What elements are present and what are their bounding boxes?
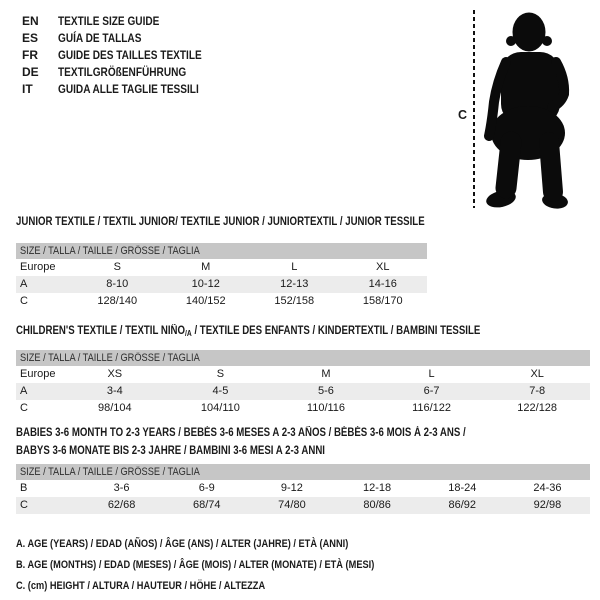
- age-cell: 6-7: [423, 385, 440, 397]
- age-cell: 4-5: [212, 385, 229, 397]
- language-code: FR: [22, 47, 38, 62]
- size-cell: M: [321, 368, 331, 380]
- age-cell: 24-36: [533, 482, 562, 494]
- guide-title: TEXTILGRÖßENFÜHRUNG: [58, 64, 187, 79]
- language-title-list: [22, 12, 229, 97]
- row-label: Europe: [20, 368, 56, 380]
- table-row-age-months: [16, 480, 590, 497]
- language-code: EN: [22, 13, 39, 28]
- height-cell: 128/140: [97, 295, 138, 307]
- language-row: [22, 80, 229, 97]
- age-cell: 9-12: [280, 482, 303, 494]
- age-cell: 3-6: [113, 482, 130, 494]
- size-cell: M: [201, 261, 211, 273]
- footnote-c: [16, 576, 443, 597]
- age-cell: 18-24: [448, 482, 477, 494]
- footnote-a: [16, 534, 443, 555]
- footnote-text: B. AGE (MONTHS) / EDAD (MESES) / ÂGE (MOIS) / ALTER (MONATE) / ETÀ (MESI): [16, 559, 375, 571]
- guide-title: GUIDE DES TAILLES TEXTILE: [58, 47, 202, 62]
- footnote-b: [16, 555, 443, 576]
- language-row: [22, 46, 229, 63]
- baby-silhouette-icon: [483, 8, 578, 212]
- height-cell: 68/74: [192, 499, 221, 511]
- table-row-height: [16, 497, 590, 514]
- height-cell: 92/98: [533, 499, 562, 511]
- age-cell: 7-8: [529, 385, 546, 397]
- guide-title: GUÍA DE TALLAS: [58, 30, 142, 45]
- height-cell: 98/104: [97, 402, 132, 414]
- title-text: / TEXTILE DES ENFANTS / KINDERTEXTIL / BAMBINI TESSILE: [191, 325, 481, 337]
- table-row-height: [16, 293, 427, 310]
- footnote-legend: [16, 534, 443, 597]
- age-cell: 5-6: [318, 385, 334, 397]
- table-row-age: [16, 276, 427, 293]
- size-header-text: SIZE / TALLA / TAILLE / GRÖSSE / TAGLIA: [20, 466, 200, 478]
- size-cell: XS: [107, 368, 123, 380]
- size-cell: S: [216, 368, 225, 380]
- age-cell: 10-12: [191, 278, 220, 290]
- height-cell: 86/92: [448, 499, 477, 511]
- height-cell: 116/122: [412, 402, 452, 414]
- age-cell: 3-4: [106, 385, 123, 397]
- footnote-text: A. AGE (YEARS) / EDAD (AÑOS) / ÂGE (ANS) / ALTER (JAHRE) / ETÀ (ANNI): [16, 538, 349, 550]
- babies-textile-title: [16, 424, 551, 460]
- height-cell: 152/158: [274, 295, 315, 307]
- height-marker-label: C: [458, 108, 468, 122]
- row-label: Europe: [20, 261, 56, 273]
- guide-title: GUIDA ALLE TAGLIE TESSILI: [58, 81, 199, 96]
- height-dashed-line: [473, 10, 475, 208]
- height-cell: 62/68: [107, 499, 136, 511]
- row-label: A: [20, 278, 28, 290]
- language-code: IT: [22, 81, 33, 96]
- height-cell: 74/80: [278, 499, 306, 511]
- junior-size-table: [16, 243, 427, 310]
- babies-size-table: [16, 464, 590, 514]
- size-cell: XL: [530, 368, 544, 380]
- table-row-europe: [16, 259, 427, 276]
- row-label: C: [20, 499, 28, 511]
- language-row: [22, 63, 229, 80]
- size-cell: L: [428, 368, 435, 380]
- table-row-age: [16, 383, 590, 400]
- height-cell: 158/170: [362, 295, 403, 307]
- language-row: [22, 29, 229, 46]
- size-cell: L: [291, 261, 298, 273]
- children-size-table: [16, 350, 590, 417]
- row-label: C: [20, 402, 28, 414]
- height-cell: 110/116: [306, 402, 346, 414]
- language-code: DE: [22, 64, 39, 79]
- title-text: CHILDREN'S TEXTILE / TEXTIL NIÑO: [16, 325, 186, 337]
- age-cell: 12-18: [363, 482, 392, 494]
- title-line-1: BABIES 3-6 MONTH TO 2-3 YEARS / BEBÉS 3-6 MESES A 2-3 AÑOS / BÉBÉS 3-6 MOIS À 2-3 ANS /: [16, 427, 466, 439]
- table-row-europe: [16, 366, 590, 383]
- age-cell: 14-16: [368, 278, 397, 290]
- size-header-text: SIZE / TALLA / TAILLE / GRÖSSE / TAGLIA: [20, 352, 200, 364]
- size-cell: XL: [376, 261, 390, 273]
- footnote-text: C. (cm) HEIGHT / ALTURA / HAUTEUR / HÖHE / ALTEZZA: [16, 580, 266, 592]
- title-text: JUNIOR TEXTILE / TEXTIL JUNIOR/ TEXTILE JUNIOR / JUNIORTEXTIL / JUNIOR TESSILE: [16, 216, 425, 228]
- height-cell: 80/86: [363, 499, 391, 511]
- title-subscript: /A: [185, 329, 192, 338]
- row-label: C: [20, 295, 28, 307]
- guide-title: TEXTILE SIZE GUIDE: [58, 13, 160, 28]
- height-cell: 140/152: [185, 295, 226, 307]
- language-code: ES: [22, 30, 39, 45]
- title-line-2: BABYS 3-6 MONATE BIS 2-3 JAHRE / BAMBINI 3-6 MESI A 2-3 ANNI: [16, 445, 325, 457]
- age-cell: 8-10: [106, 278, 129, 290]
- table-row-height: [16, 400, 590, 417]
- age-cell: 6-9: [198, 482, 215, 494]
- size-header-band: [16, 350, 590, 366]
- size-cell: S: [113, 261, 121, 273]
- children-textile-title: [16, 324, 569, 341]
- height-cell: 104/110: [200, 402, 240, 414]
- age-cell: 12-13: [280, 278, 309, 290]
- size-header-band: [16, 464, 590, 480]
- height-cell: 122/128: [517, 402, 558, 414]
- size-header-band: [16, 243, 427, 259]
- row-label: B: [20, 482, 28, 494]
- size-header-text: SIZE / TALLA / TAILLE / GRÖSSE / TAGLIA: [20, 245, 200, 257]
- row-label: A: [20, 385, 28, 397]
- language-row: [22, 12, 229, 29]
- junior-textile-title: [16, 215, 502, 229]
